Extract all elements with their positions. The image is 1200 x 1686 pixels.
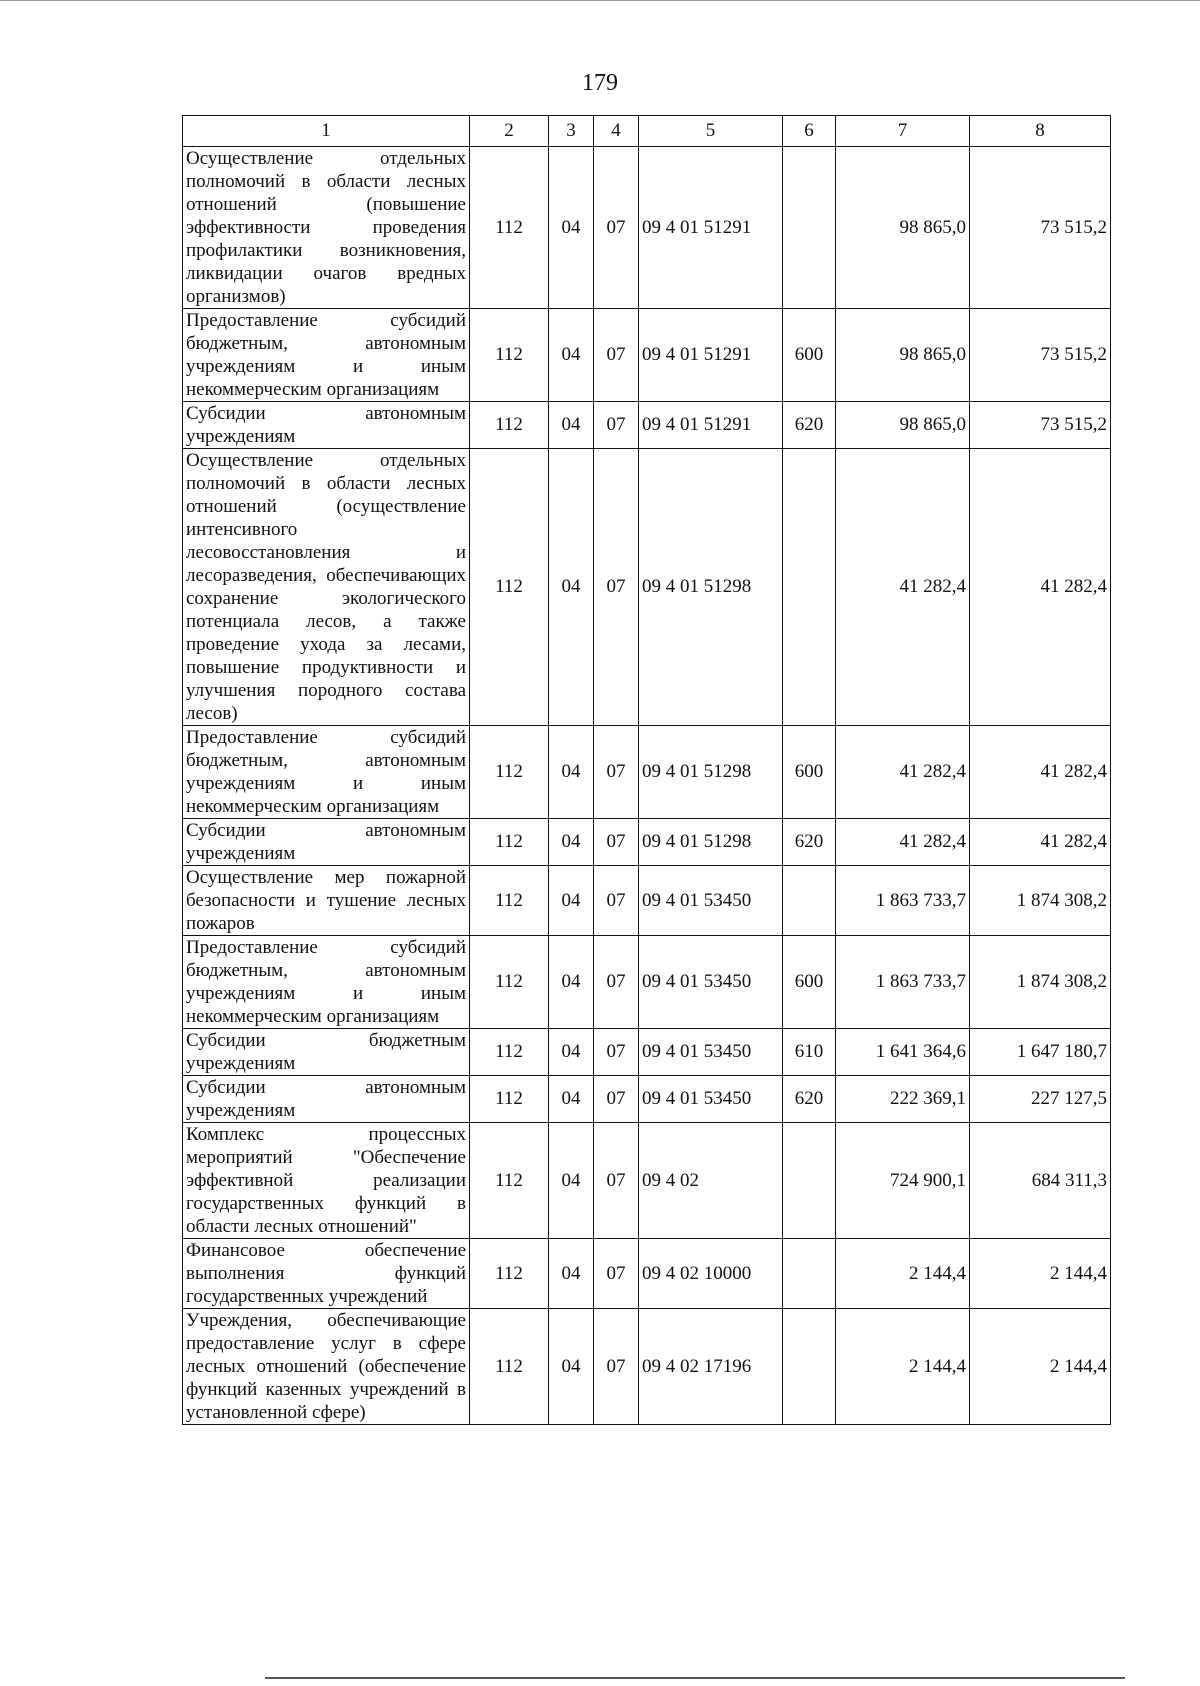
- cell-col-2: 112: [470, 726, 549, 819]
- table-row: [183, 726, 1111, 819]
- cell-type: 610: [783, 1029, 836, 1076]
- column-header: 3: [549, 116, 594, 147]
- cell-amount-1: 1 641 364,6: [836, 1029, 970, 1076]
- cell-amount-1: 1 863 733,7: [836, 936, 970, 1029]
- cell-code: 09 4 01 51291: [639, 309, 783, 402]
- row-description: Предоставление субсидий бюджетным, автономным учреждениям и иным некоммерческим организациям: [183, 309, 470, 402]
- cell-code: 09 4 01 51298: [639, 449, 783, 726]
- cell-col-4: 07: [594, 1123, 639, 1239]
- table-row: [183, 1123, 1111, 1239]
- cell-amount-1: 98 865,0: [836, 402, 970, 449]
- budget-table: [182, 115, 1111, 1425]
- cell-amount-1: 41 282,4: [836, 726, 970, 819]
- cell-code: 09 4 01 51291: [639, 402, 783, 449]
- cell-code: 09 4 02 10000: [639, 1239, 783, 1309]
- table-row: [183, 309, 1111, 402]
- cell-col-2: 112: [470, 1309, 549, 1425]
- cell-col-2: 112: [470, 1123, 549, 1239]
- cell-col-4: 07: [594, 819, 639, 866]
- cell-type: 600: [783, 726, 836, 819]
- row-description: Субсидии автономным учреждениям: [183, 402, 470, 449]
- table-row: [183, 1309, 1111, 1425]
- cell-code: 09 4 01 53450: [639, 1076, 783, 1123]
- cell-amount-2: 41 282,4: [970, 726, 1111, 819]
- table-row: [183, 866, 1111, 936]
- cell-col-3: 04: [549, 309, 594, 402]
- column-header: 5: [639, 116, 783, 147]
- cell-col-2: 112: [470, 402, 549, 449]
- cell-type: 620: [783, 1076, 836, 1123]
- cell-col-4: 07: [594, 1239, 639, 1309]
- cell-amount-1: 41 282,4: [836, 819, 970, 866]
- cell-type: [783, 1239, 836, 1309]
- cell-type: [783, 1123, 836, 1239]
- cell-amount-2: 1 647 180,7: [970, 1029, 1111, 1076]
- table-row: [183, 1029, 1111, 1076]
- cell-type: 620: [783, 819, 836, 866]
- cell-col-3: 04: [549, 402, 594, 449]
- cell-col-2: 112: [470, 819, 549, 866]
- cell-col-4: 07: [594, 402, 639, 449]
- cell-amount-1: 98 865,0: [836, 309, 970, 402]
- cell-col-4: 07: [594, 1309, 639, 1425]
- row-description: Осуществление отдельных полномочий в области лесных отношений (осуществление интенсивного лесовосстановления и лесоразведения, обеспечивающих сохранение экологического потенциала лесов, а также проведение ухода за лесами, повышение продуктивности и улучшения породного состава лесов): [183, 449, 470, 726]
- cell-type: [783, 449, 836, 726]
- cell-amount-2: 73 515,2: [970, 309, 1111, 402]
- cell-col-4: 07: [594, 449, 639, 726]
- row-description: Предоставление субсидий бюджетным, автономным учреждениям и иным некоммерческим организациям: [183, 936, 470, 1029]
- cell-amount-2: 1 874 308,2: [970, 866, 1111, 936]
- cell-col-3: 04: [549, 449, 594, 726]
- row-description: Субсидии автономным учреждениям: [183, 1076, 470, 1123]
- cell-col-3: 04: [549, 1239, 594, 1309]
- cell-col-3: 04: [549, 936, 594, 1029]
- cell-amount-2: 2 144,4: [970, 1309, 1111, 1425]
- table-row: [183, 819, 1111, 866]
- cell-type: 600: [783, 936, 836, 1029]
- column-header: 4: [594, 116, 639, 147]
- cell-code: 09 4 02 17196: [639, 1309, 783, 1425]
- cell-amount-2: 41 282,4: [970, 449, 1111, 726]
- cell-amount-2: 41 282,4: [970, 819, 1111, 866]
- column-header: 1: [183, 116, 470, 147]
- cell-amount-2: 227 127,5: [970, 1076, 1111, 1123]
- cell-col-2: 112: [470, 1076, 549, 1123]
- cell-col-2: 112: [470, 147, 549, 309]
- row-description: Осуществление мер пожарной безопасности и тушение лесных пожаров: [183, 866, 470, 936]
- row-description: Финансовое обеспечение выполнения функций государственных учреждений: [183, 1239, 470, 1309]
- row-description: Комплекс процессных мероприятий "Обеспечение эффективной реализации государственных функций в области лесных отношений": [183, 1123, 470, 1239]
- cell-col-2: 112: [470, 1239, 549, 1309]
- table-body: [183, 147, 1111, 1425]
- scan-bottom-line: [265, 1677, 1125, 1679]
- cell-amount-2: 2 144,4: [970, 1239, 1111, 1309]
- cell-type: [783, 147, 836, 309]
- cell-code: 09 4 01 51298: [639, 819, 783, 866]
- scan-top-edge: [0, 0, 1200, 1]
- cell-code: 09 4 01 53450: [639, 936, 783, 1029]
- cell-col-3: 04: [549, 866, 594, 936]
- cell-col-2: 112: [470, 936, 549, 1029]
- row-description: Осуществление отдельных полномочий в области лесных отношений (повышение эффективности проведения профилактики возникновения, ликвидации очагов вредных организмов): [183, 147, 470, 309]
- header-row: [183, 116, 1111, 147]
- table-row: [183, 1239, 1111, 1309]
- cell-col-2: 112: [470, 449, 549, 726]
- cell-col-4: 07: [594, 1029, 639, 1076]
- cell-col-4: 07: [594, 726, 639, 819]
- cell-amount-2: 73 515,2: [970, 402, 1111, 449]
- cell-type: [783, 866, 836, 936]
- cell-code: 09 4 01 53450: [639, 1029, 783, 1076]
- cell-col-3: 04: [549, 819, 594, 866]
- cell-amount-1: 724 900,1: [836, 1123, 970, 1239]
- cell-col-3: 04: [549, 147, 594, 309]
- cell-code: 09 4 01 51291: [639, 147, 783, 309]
- cell-amount-2: 684 311,3: [970, 1123, 1111, 1239]
- table-row: [183, 147, 1111, 309]
- row-description: Учреждения, обеспечивающие предоставление услуг в сфере лесных отношений (обеспечение функций казенных учреждений в установленной сфере): [183, 1309, 470, 1425]
- cell-col-4: 07: [594, 936, 639, 1029]
- column-header: 8: [970, 116, 1111, 147]
- cell-type: 600: [783, 309, 836, 402]
- page-number: 179: [582, 70, 618, 96]
- cell-col-2: 112: [470, 309, 549, 402]
- cell-col-3: 04: [549, 1123, 594, 1239]
- cell-amount-2: 1 874 308,2: [970, 936, 1111, 1029]
- table-row: [183, 449, 1111, 726]
- cell-amount-1: 2 144,4: [836, 1309, 970, 1425]
- cell-col-4: 07: [594, 866, 639, 936]
- row-description: Предоставление субсидий бюджетным, автономным учреждениям и иным некоммерческим организациям: [183, 726, 470, 819]
- cell-code: 09 4 01 53450: [639, 866, 783, 936]
- cell-col-2: 112: [470, 1029, 549, 1076]
- column-header: 2: [470, 116, 549, 147]
- cell-col-4: 07: [594, 1076, 639, 1123]
- cell-amount-1: 222 369,1: [836, 1076, 970, 1123]
- cell-code: 09 4 02: [639, 1123, 783, 1239]
- cell-col-3: 04: [549, 1309, 594, 1425]
- row-description: Субсидии автономным учреждениям: [183, 819, 470, 866]
- table-row: [183, 402, 1111, 449]
- column-header: 7: [836, 116, 970, 147]
- cell-col-2: 112: [470, 866, 549, 936]
- cell-type: 620: [783, 402, 836, 449]
- cell-code: 09 4 01 51298: [639, 726, 783, 819]
- column-header: 6: [783, 116, 836, 147]
- cell-col-3: 04: [549, 726, 594, 819]
- cell-type: [783, 1309, 836, 1425]
- cell-amount-1: 2 144,4: [836, 1239, 970, 1309]
- row-description: Субсидии бюджетным учреждениям: [183, 1029, 470, 1076]
- cell-col-3: 04: [549, 1076, 594, 1123]
- cell-amount-1: 1 863 733,7: [836, 866, 970, 936]
- cell-amount-1: 98 865,0: [836, 147, 970, 309]
- table-row: [183, 936, 1111, 1029]
- table-row: [183, 1076, 1111, 1123]
- cell-amount-1: 41 282,4: [836, 449, 970, 726]
- cell-amount-2: 73 515,2: [970, 147, 1111, 309]
- cell-col-4: 07: [594, 309, 639, 402]
- cell-col-4: 07: [594, 147, 639, 309]
- cell-col-3: 04: [549, 1029, 594, 1076]
